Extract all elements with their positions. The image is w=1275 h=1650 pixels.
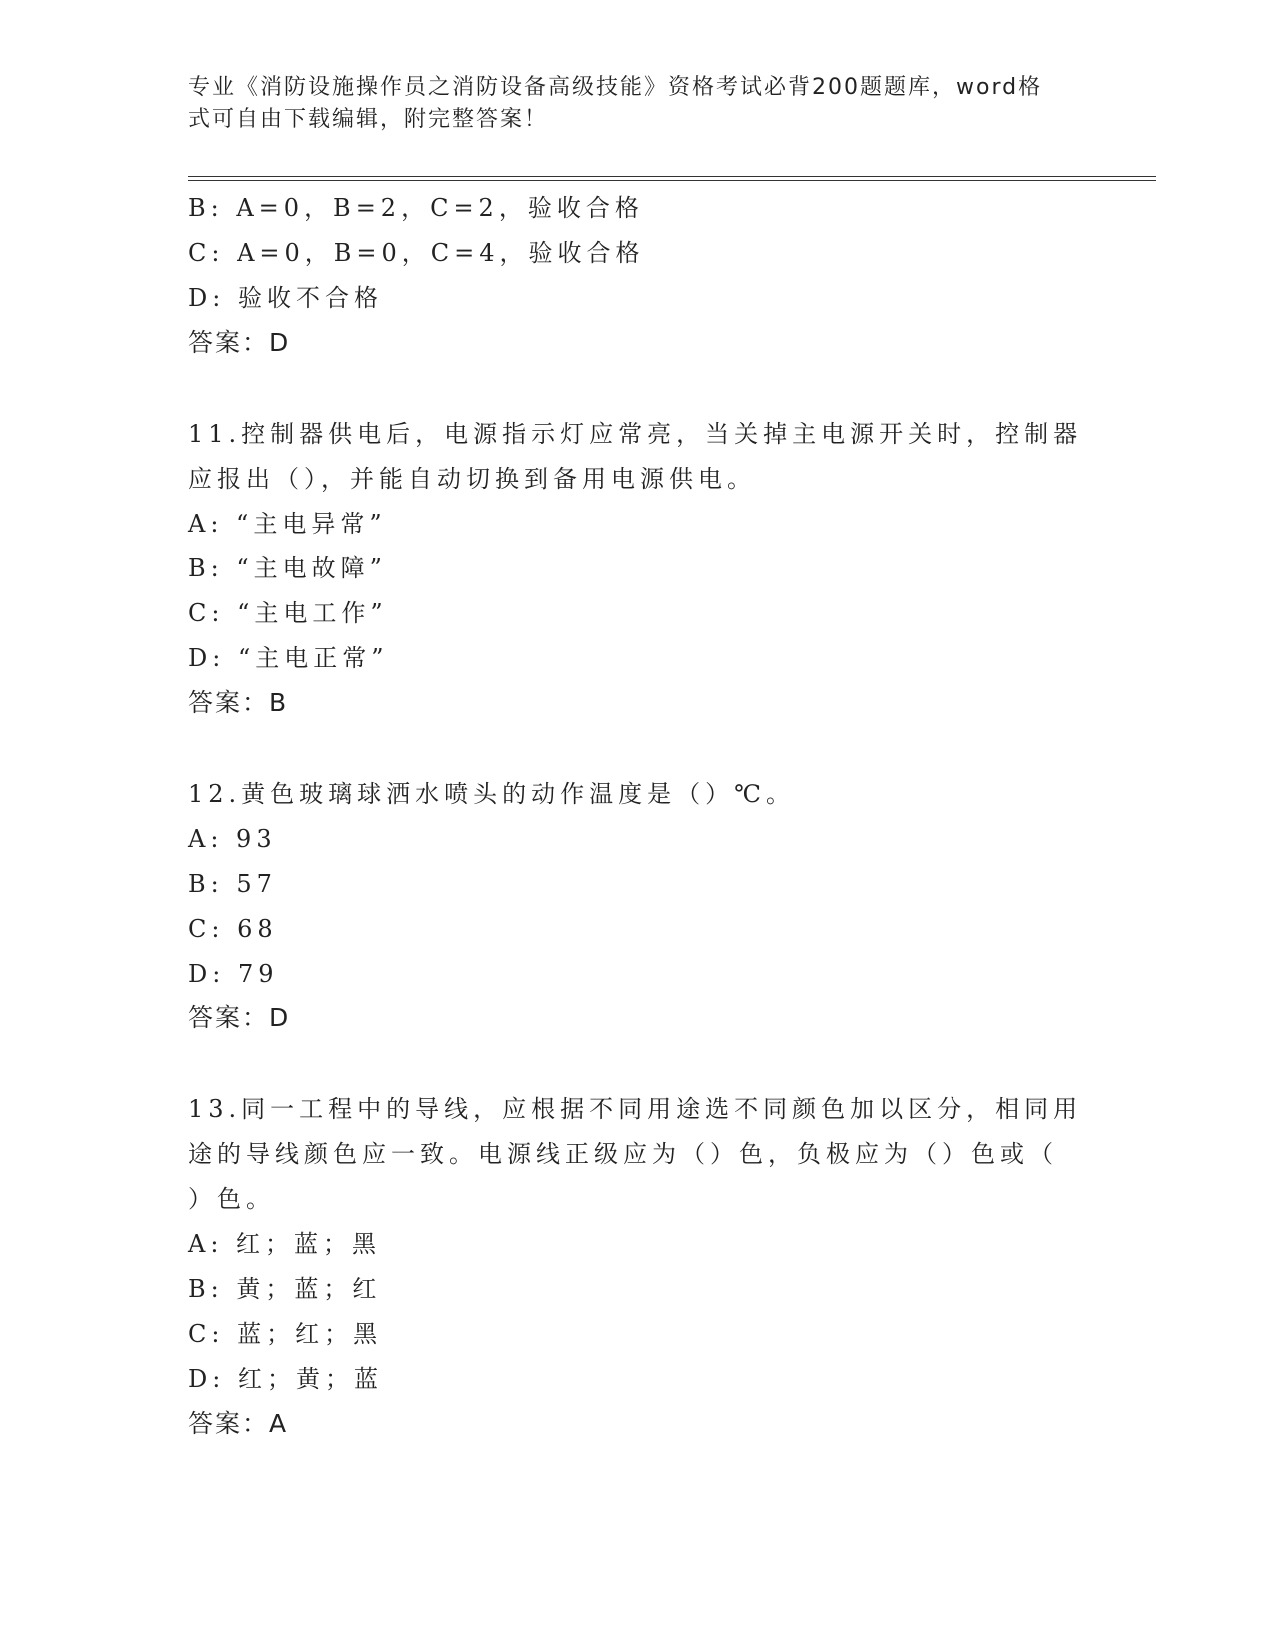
q11-option-b: B: “主电故障” (188, 554, 387, 582)
q12-option-d: D: 79 (188, 960, 279, 988)
q13-stem-line-2: 途的导线颜色应一致。电源线正级应为（）色，负极应为（）色或（ (188, 1140, 1058, 1168)
q12-answer: 答案：D (188, 1003, 291, 1032)
header-divider-top (188, 176, 1156, 177)
q13-option-b: B: 黄；蓝；红 (188, 1275, 382, 1303)
q10-answer: 答案：D (188, 328, 291, 357)
q11-answer: 答案：B (188, 688, 289, 717)
q13-stem-line-3: ）色。 (188, 1185, 275, 1213)
q12-option-b: B: 57 (188, 870, 277, 898)
header-title-line-1: 专业《消防设施操作员之消防设备高级技能》资格考试必背200题题库，word格 (188, 75, 1043, 100)
q11-option-c: C: “主电工作” (188, 599, 388, 627)
q12-option-a: A: 93 (188, 825, 277, 853)
q11-stem-line-2: 应报出（），并能自动切换到备用电源供电。 (188, 465, 756, 493)
q12-option-c: C: 68 (188, 915, 278, 943)
header-divider-bottom (188, 180, 1156, 181)
q11-option-d: D: “主电正常” (188, 644, 389, 672)
q10-option-d: D: 验收不合格 (188, 284, 383, 312)
q11-option-a: A: “主电异常” (188, 510, 387, 538)
q11-stem-line-1: 11.控制器供电后，电源指示灯应常亮，当关掉主电源开关时，控制器 (188, 420, 1083, 448)
q13-option-d: D: 红；黄；蓝 (188, 1365, 383, 1393)
q13-option-a: A: 红；蓝；黑 (188, 1230, 382, 1258)
header-title-line-2: 式可自由下载编辑，附完整答案！ (188, 107, 549, 132)
q13-option-c: C: 蓝；红；黑 (188, 1320, 383, 1348)
q13-stem-line-1: 13.同一工程中的导线，应根据不同用途选不同颜色加以区分，相同用 (188, 1095, 1083, 1123)
q13-answer: 答案：A (188, 1409, 289, 1438)
q10-option-c: C: A=0，B=0，C=4，验收合格 (188, 239, 645, 267)
q12-stem-line-1: 12.黄色玻璃球洒水喷头的动作温度是（）℃。 (188, 780, 796, 808)
q10-option-b: B: A=0，B=2，C=2，验收合格 (188, 194, 644, 222)
